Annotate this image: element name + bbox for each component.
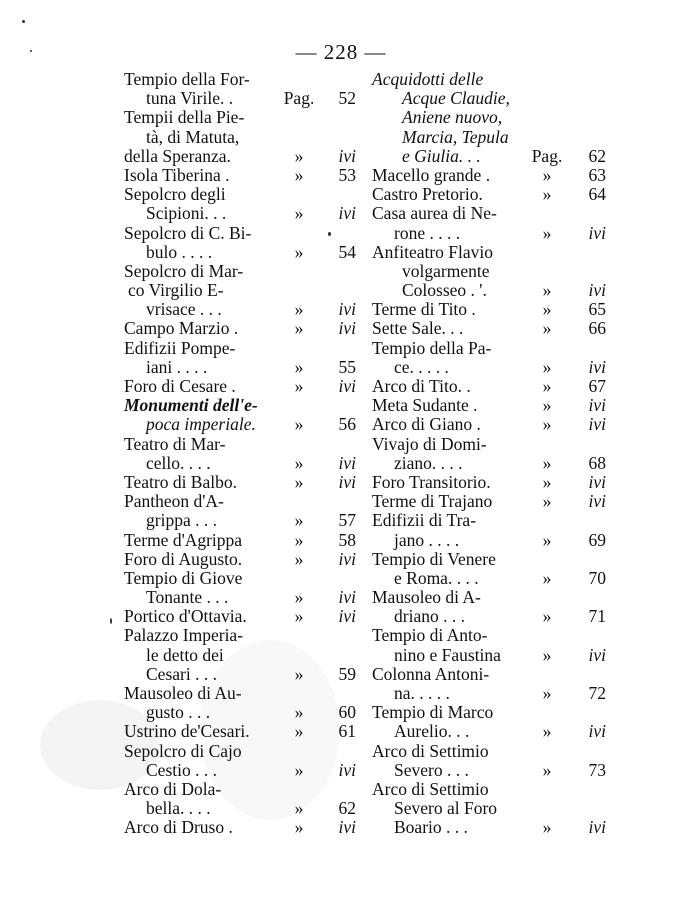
page-number: ivi [338,587,356,608]
entry-title: Arco di Giano . [372,414,481,435]
entry-title: Cesari . . . [146,663,217,684]
page-number: ivi [588,356,606,377]
entry-title: Scipioni. . . [146,203,227,224]
index-entry [372,281,612,300]
page-number: 58 [338,529,356,550]
index-entry [372,377,612,396]
index-entry [372,511,612,530]
index-entry [124,684,364,703]
index-entry [372,262,612,281]
entry-title: Castro Pretorio. [372,184,483,205]
entry-title: Foro di Augusto. [124,548,243,569]
entry-title: iani . . . . [146,356,208,377]
entry-title: Acquidotti delle [372,69,484,89]
entry-title: Acque Claudie, [402,88,510,109]
index-column-left [124,70,364,838]
entry-title: co Virgilio E- [128,280,224,301]
page-number: 71 [588,606,606,627]
index-entry [372,607,612,626]
index-entry [124,166,364,185]
page-label: » [294,376,304,396]
page-number-header: — 228 — [295,40,387,64]
entry-title: Monumenti dell'e- [124,395,258,416]
entry-title: della Speranza. [124,145,231,166]
entry-title: Casa aurea di Ne- [372,203,497,224]
entry-title: Arco di Settimio [372,778,489,799]
entry-title: poca imperiale. [146,414,256,435]
entry-title: grippa . . . [146,510,217,531]
index-entry [124,262,364,281]
entry-title: driano . . . [394,606,465,627]
page-number: ivi [338,318,356,339]
index-entry [124,358,364,377]
index-column-right [372,70,612,838]
entry-title: Aurelio. . . [394,721,470,742]
index-entry [372,454,612,473]
index-entry [124,607,364,626]
entry-title: Edifizii di Tra- [372,510,477,531]
index-entry [372,224,612,243]
index-entry [372,204,612,223]
index-entry [372,89,612,108]
entry-title: Terme d'Agrippa [124,529,243,550]
entry-title: vrisace . . . [146,299,222,320]
page-number: 52 [338,88,356,109]
index-entry [372,818,612,837]
page-label: » [542,759,552,780]
entry-title: Aniene nuovo, [402,107,503,128]
ink-speck [110,618,112,624]
page-label: » [294,798,304,819]
page-label: » [542,683,552,703]
entry-title: ziano. . . . [394,452,463,473]
index-entry [372,319,612,338]
page-label: » [294,548,304,569]
entry-title: Sette Sale. . . [372,318,464,339]
page-number: ivi [588,471,606,492]
page-label: » [542,395,552,416]
page-number: 62 [338,798,356,819]
page-label: » [294,817,304,838]
index-entry [124,224,364,243]
page-number: ivi [588,414,606,435]
index-entry [372,569,612,588]
index-entry [124,339,364,358]
index-entry [372,684,612,703]
index-entry [124,761,364,780]
entry-title: ce. . . . . [394,356,449,377]
page-label: » [294,414,304,435]
entry-title: Sepolcro di Cajo [124,740,242,761]
entry-title: Terme di Trajano [372,491,493,512]
page-label: » [294,203,304,224]
index-entry [124,108,364,127]
index-entry [124,185,364,204]
page-number: 67 [588,376,606,396]
index-entry [372,108,612,127]
page-number: ivi [588,491,606,512]
index-entry [124,243,364,262]
index-entry [372,415,612,434]
page-label: » [542,606,552,627]
index-entry [124,300,364,319]
index-entry [372,339,612,358]
index-entry [372,166,612,185]
page-number: ivi [338,203,356,224]
index-entry [124,511,364,530]
entry-title: Tonante . . . [146,587,229,608]
page-label: » [294,721,304,742]
entry-title: Foro di Cesare . [124,376,236,396]
entry-title: volgarmente [402,260,490,281]
index-entry [372,761,612,780]
index-entry [124,435,364,454]
index-entry [372,185,612,204]
entry-title: Tempio di Anto- [372,625,488,646]
index-entry [124,415,364,434]
entry-title: Meta Sudante . [372,395,478,416]
page-label: » [542,471,552,492]
index-entry [124,128,364,147]
page-label: » [294,759,304,780]
index-entry [124,281,364,300]
page-number: ivi [338,471,356,492]
index-entry [124,646,364,665]
index-entry [372,531,612,550]
page-label: » [294,318,304,339]
page-number: ivi [338,299,356,320]
page-label: » [294,164,304,185]
page-number: ivi [588,721,606,742]
index-entry [372,435,612,454]
entry-title: Foro Transitorio. [372,471,491,492]
page-label: » [542,299,552,320]
page-label: Pag. [283,88,315,109]
page-label: » [542,164,552,185]
page-label: Pag. [531,145,563,166]
entry-title: Sepolcro degli [124,184,226,205]
page-number: ivi [338,817,356,838]
entry-title: Arco di Dola- [124,778,222,799]
page-label: » [294,587,304,608]
page-number: ivi [338,452,356,473]
entry-title: nino e Faustina [394,644,501,665]
page-number: 54 [338,241,356,262]
page-label: » [542,222,552,243]
page-label: » [542,184,552,205]
entry-title: bella. . . . [146,798,211,819]
page-number: 53 [338,164,356,185]
entry-title: Arco di Tito. . [372,376,471,396]
page-number: ivi [338,376,356,396]
entry-title: Mausoleo di Au- [124,683,242,703]
entry-title: Tempio della For- [124,69,250,89]
entry-title: jano . . . . [394,529,460,550]
entry-title: Teatro di Mar- [124,433,226,454]
page-number: 59 [338,663,356,684]
page-label: » [542,721,552,742]
entry-title: le detto dei [146,644,224,665]
page-label: » [294,452,304,473]
entry-title: Tempio di Venere [372,548,496,569]
page-label: » [542,567,552,588]
index-entry [372,742,612,761]
page-label: » [542,318,552,339]
index-entry [372,492,612,511]
entry-title: Sepolcro di C. Bi- [124,222,252,243]
entry-title: Cestio . . . [146,759,217,780]
page-number: 73 [588,759,606,780]
entry-title: Arco di Druso . [124,817,233,838]
entry-title: Severo . . . [394,759,469,780]
page-number: ivi [338,606,356,627]
page-number: 72 [588,683,606,703]
page-number: ivi [588,395,606,416]
page-label: » [294,606,304,627]
entry-title: tuna Virile. . [146,88,234,109]
entry-title: gusto . . . [146,702,211,723]
page-number: ivi [588,644,606,665]
index-entry [124,665,364,684]
index-entry [124,780,364,799]
entry-title: Tempii della Pie- [124,107,245,128]
index-entry [372,646,612,665]
index-entry [372,473,612,492]
page-label: » [294,299,304,320]
entry-title: na. . . . . [394,683,450,703]
index-entry [124,626,364,645]
page-number: 68 [588,452,606,473]
entry-title: Colosseo . '. [402,280,487,301]
entry-title: Palazzo Imperia- [124,625,244,646]
page-number: 55 [338,356,356,377]
page-label: » [294,702,304,723]
index-entry [372,665,612,684]
page-number: ivi [588,817,606,838]
index-entry [372,147,612,166]
page-number: 60 [338,702,356,723]
entry-title: Pantheon d'A- [124,491,224,512]
index-entry [372,128,612,147]
page-number: 56 [338,414,356,435]
index-entry [124,147,364,166]
page-label: » [542,414,552,435]
index-entry [124,89,364,108]
entry-title: Tempio della Pa- [372,337,492,358]
entry-title: Vivajo di Domi- [372,433,487,454]
entry-title: Isola Tiberina . [124,164,230,185]
entry-title: tà, di Matuta, [146,126,240,147]
entry-title: Mausoleo di A- [372,587,481,608]
entry-title: Teatro di Balbo. [124,471,237,492]
page-label: » [542,644,552,665]
entry-title: Anfiteatro Flavio [372,241,494,262]
entry-title: Ustrino de'Cesari. [124,721,250,742]
index-entry [372,550,612,569]
page-number: 70 [588,567,606,588]
entry-title: Colonna Antoni- [372,663,490,684]
entry-title: Edifizii Pompe- [124,337,236,358]
index-entry [124,454,364,473]
index-entry [124,722,364,741]
index-entry [124,319,364,338]
page-label: » [294,529,304,550]
entry-title: Severo al Foro [394,798,498,819]
entry-title: Terme di Tito . [372,299,476,320]
page-label: » [542,452,552,473]
index-entry [124,818,364,837]
index-entry [372,626,612,645]
page-number: 65 [588,299,606,320]
page-number: 69 [588,529,606,550]
page-number: 64 [588,184,606,205]
entry-title: Marcia, Tepula [402,126,509,147]
page-number: ivi [338,145,356,166]
entry-title: Boario . . . [394,817,468,838]
entry-title: Arco di Settimio [372,740,489,761]
page-label: » [542,376,552,396]
page-label: » [542,817,552,838]
index-entry [372,722,612,741]
page-label: » [542,280,552,301]
index-entry [124,204,364,223]
index-entry [372,396,612,415]
index-entry [124,799,364,818]
index-entry [124,396,364,415]
index-entry [124,70,364,89]
index-entry [124,492,364,511]
index-entry [372,358,612,377]
entry-title: Macello grande . [372,164,491,185]
page-label: » [294,471,304,492]
entry-title: rone . . . . [394,222,461,243]
page-label: » [294,663,304,684]
page-label: » [294,241,304,262]
page-number: ivi [338,548,356,569]
index-entry [124,473,364,492]
page-label: » [294,145,304,166]
entry-title: e Giulia. . . [402,145,481,166]
index-entry [372,588,612,607]
page-number: 63 [588,164,606,185]
entry-title: Campo Marzio . [124,318,239,339]
page-label: » [542,529,552,550]
entry-title: e Roma. . . . [394,567,479,588]
index-entry [124,588,364,607]
entry-title: cello. . . . [146,452,211,473]
page-number: ivi [338,759,356,780]
index-entry [372,799,612,818]
page-number: 62 [588,145,606,166]
index-entry [372,780,612,799]
page-number: 57 [338,510,356,531]
entry-title: Tempio di Giove [124,567,243,588]
index-entry [372,300,612,319]
entry-title: Portico d'Ottavia. [124,606,247,627]
index-entry [124,569,364,588]
index-entry [124,377,364,396]
page-number: 61 [338,721,356,742]
entry-title: bulo . . . . [146,241,213,262]
page-label: » [542,491,552,512]
page-number: ivi [588,280,606,301]
index-entry [124,550,364,569]
index-entry [124,531,364,550]
index-entry [372,243,612,262]
index-entry [372,703,612,722]
page-label: » [294,510,304,531]
index-entry [372,70,612,89]
page-label: » [294,356,304,377]
page-label: » [542,356,552,377]
index-entry [124,703,364,722]
page-number: 66 [588,318,606,339]
entry-title: Tempio di Marco [372,702,494,723]
index-entry [124,742,364,761]
entry-title: Sepolcro di Mar- [124,260,244,281]
ink-speck [22,20,25,23]
page-number: ivi [588,222,606,243]
